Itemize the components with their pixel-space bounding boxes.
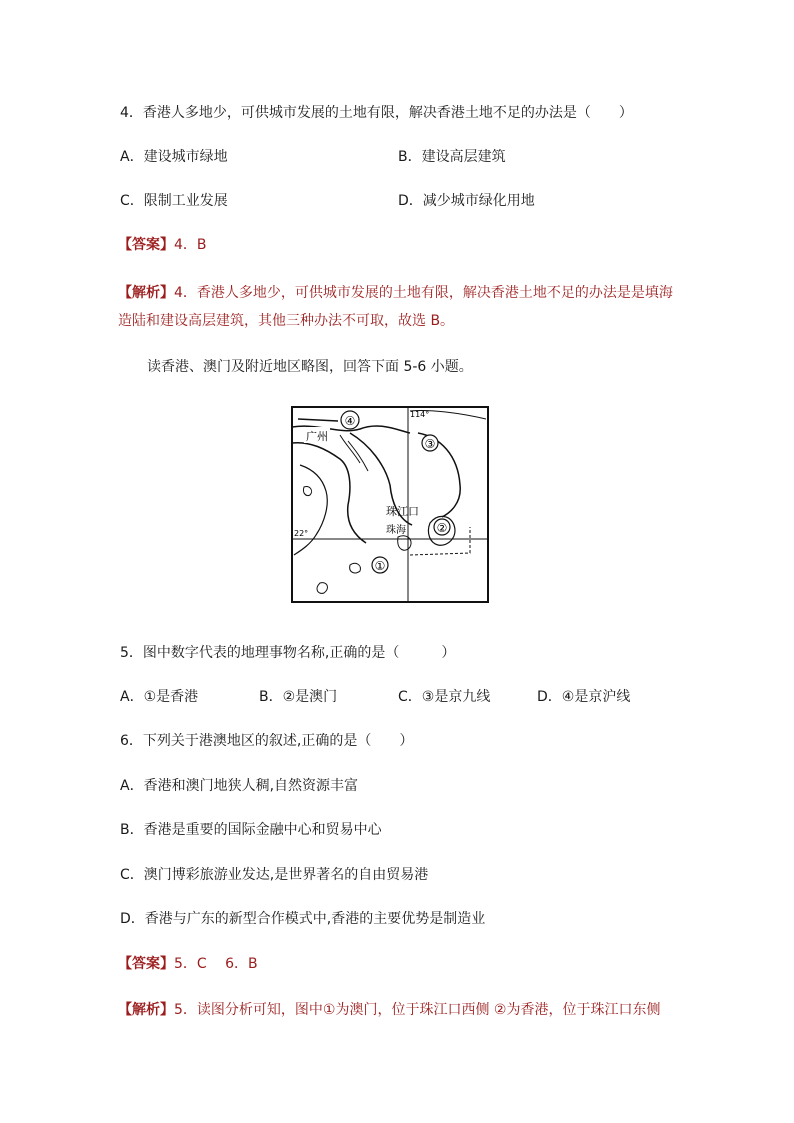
q5-option-d: D．④是京沪线 bbox=[537, 689, 631, 705]
analysis-tag: 【解析】 bbox=[118, 285, 174, 301]
label-latitude: 22° bbox=[294, 529, 309, 538]
q6-option-c: C．澳门博彩旅游业发达,是世界著名的自由贸易港 bbox=[120, 867, 429, 883]
label-n3: ③ bbox=[424, 437, 436, 451]
answer-text: 4．B bbox=[174, 237, 207, 253]
q6-option-d: D．香港与广东的新型合作模式中,香港的主要优势是制造业 bbox=[120, 911, 486, 927]
answer-tag: 【答案】 bbox=[118, 237, 174, 253]
q4-option-b: B．建设高层建筑 bbox=[398, 149, 506, 165]
analysis-tag: 【解析】 bbox=[118, 1002, 174, 1018]
q5-option-c: C．③是京九线 bbox=[398, 689, 491, 705]
q5-option-b: B．②是澳门 bbox=[259, 689, 338, 705]
map-intro: 读香港、澳门及附近地区略图，回答下面 5-6 小题。 bbox=[147, 359, 473, 375]
q6-option-b: B．香港是重要的国际金融中心和贸易中心 bbox=[120, 822, 382, 838]
q4-option-d: D．减少城市绿化用地 bbox=[398, 193, 535, 209]
label-guangzhou: 广州 bbox=[306, 430, 328, 443]
q4-answer bbox=[118, 235, 207, 255]
question-4-stem: 4．香港人多地少，可供城市发展的土地有限，解决香港土地不足的办法是（ ） bbox=[120, 105, 633, 121]
analysis-5 bbox=[118, 1000, 660, 1020]
label-n4: ④ bbox=[344, 414, 356, 428]
analysis-text: 5．读图分析可知，图中①为澳门，位于珠江口西侧 ②为香港，位于珠江口东侧 bbox=[174, 1002, 661, 1018]
answer-5-6 bbox=[118, 954, 258, 974]
question-6-stem: 6．下列关于港澳地区的叙述,正确的是（ ） bbox=[120, 733, 414, 749]
label-n2: ② bbox=[436, 521, 448, 535]
label-zhuhai: 珠海 bbox=[386, 525, 406, 536]
answer-tag: 【答案】 bbox=[118, 956, 174, 972]
answer-text: 5．C 6．B bbox=[174, 956, 258, 972]
q4-analysis-line-2: 造陆和建设高层建筑，其他三种办法不可取，故选 B。 bbox=[118, 313, 455, 329]
q6-option-a: A．香港和澳门地狭人稠,自然资源丰富 bbox=[120, 778, 359, 794]
region-map bbox=[290, 405, 490, 610]
label-longitude: 114° bbox=[410, 410, 430, 419]
q5-option-a: A．①是香港 bbox=[120, 689, 199, 705]
q4-option-a: A．建设城市绿地 bbox=[120, 149, 228, 165]
q4-option-c: C．限制工业发展 bbox=[120, 193, 228, 209]
q4-analysis-line-1 bbox=[118, 283, 673, 303]
label-n1: ① bbox=[374, 559, 386, 573]
analysis-text: 4．香港人多地少，可供城市发展的土地有限，解决香港土地不足的办法是是填海 bbox=[174, 285, 673, 301]
label-estuary: 珠江口 bbox=[386, 505, 419, 518]
question-5-stem: 5．图中数字代表的地理事物名称,正确的是（ ） bbox=[120, 645, 456, 661]
